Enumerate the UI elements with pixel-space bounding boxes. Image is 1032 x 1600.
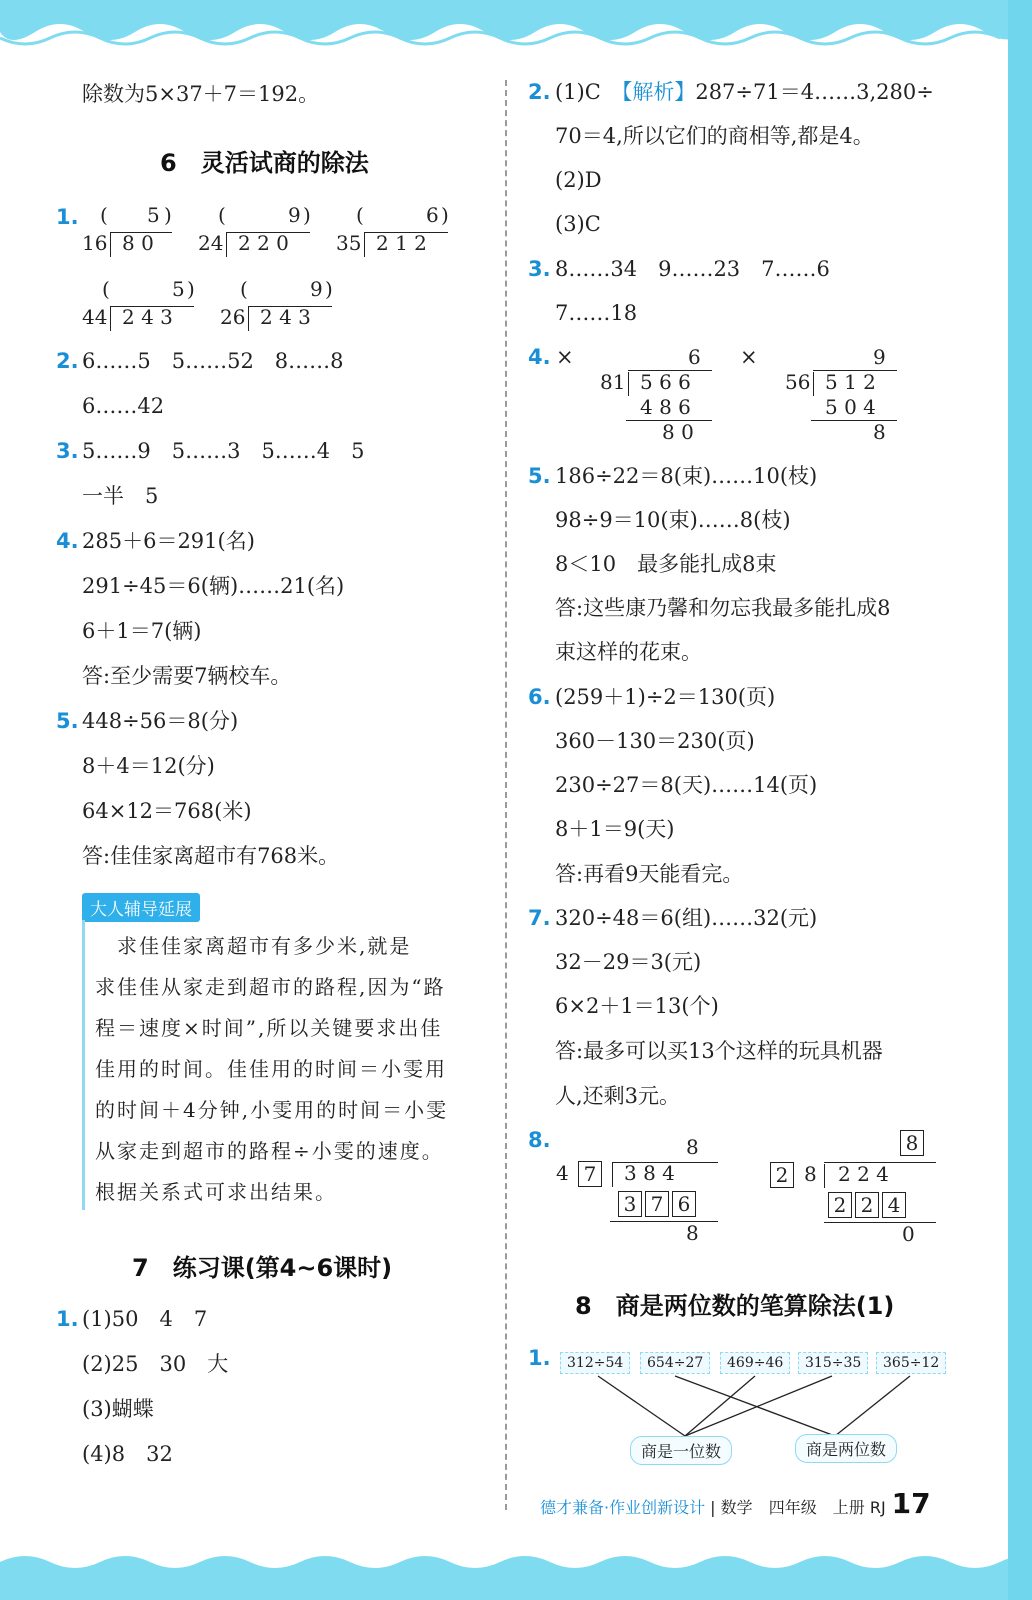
tip-line: 的时间＋4分钟,小雯用的时间＝小雯	[95, 1098, 449, 1122]
answer-line: 8＋4＝12(分)	[82, 754, 215, 778]
right-side-bar	[1008, 0, 1032, 1600]
tip-line: 程＝速度×时间”,所以关键要求出佳	[95, 1016, 443, 1040]
answer-category-one-digit: 商是一位数	[630, 1436, 732, 1465]
grade: 四年级	[768, 1498, 817, 1517]
answer-line: 答:至少需要7辆校车。	[82, 664, 292, 688]
edition: RJ	[869, 1498, 886, 1517]
answer-line: (1)50 4 7	[82, 1307, 208, 1331]
section-8-title	[575, 1286, 894, 1321]
question-number: 8.	[528, 1128, 551, 1152]
wrong-mark: ×	[740, 345, 758, 369]
question-number: 5.	[56, 709, 79, 733]
answer-line: (1)C 【解析】287÷71＝4……3,280÷	[555, 80, 934, 104]
answer-line: 32－29＝3(元)	[555, 950, 702, 974]
answer-line: 8＋1＝9(天)	[555, 817, 675, 841]
tip-line: 求佳佳家离超市有多少米,就是	[95, 934, 412, 958]
answer-line: 70＝4,所以它们的商相等,都是4。	[555, 124, 874, 148]
answer-line: 291÷45＝6(辆)……21(名)	[82, 574, 345, 598]
page-number: 17	[891, 1487, 931, 1520]
answer-line: 230÷27＝8(天)……14(页)	[555, 773, 818, 797]
answer-line: 8＜10 最多能扎成8束	[555, 552, 777, 576]
answer-line: 64×12＝768(米)	[82, 799, 252, 823]
question-number: 5.	[528, 464, 551, 488]
section-number: 8	[575, 1292, 592, 1320]
question-number: 6.	[528, 685, 551, 709]
wrong-mark: ×	[556, 345, 574, 369]
answer-line: 448÷56＝8(分)	[82, 709, 239, 733]
expression-card: 469÷46	[720, 1352, 790, 1374]
answer-line: 285＋6＝291(名)	[82, 529, 255, 553]
book-title: 德才兼备·作业创新设计	[540, 1498, 706, 1517]
answer-line: 答:最多可以买13个这样的玩具机器	[555, 1039, 883, 1063]
section-7-title	[132, 1248, 392, 1283]
top-wave-border	[0, 0, 1032, 60]
tip-line: 根据关系式可求出结果。	[95, 1180, 337, 1204]
answer-line: 8……34 9……23 7……6	[555, 257, 830, 281]
answer-line: 7……18	[555, 301, 638, 325]
question-number: 4.	[528, 345, 551, 369]
answer-line: 5……9 5……3 5……4 5	[82, 439, 365, 463]
answer-line: 320÷48＝6(组)……32(元)	[555, 906, 818, 930]
question-number: 2.	[528, 80, 551, 104]
answer-line: 186÷22＝8(束)……10(枝)	[555, 464, 818, 488]
section-title-text: 练习课(第4~6课时)	[172, 1254, 393, 1282]
question-number: 7.	[528, 906, 551, 930]
answer-line: 6……5 5……52 8……8	[82, 349, 344, 373]
answer-line: (259＋1)÷2＝130(页)	[555, 685, 776, 709]
answer-line: (2)25 30 大	[82, 1352, 229, 1376]
question-number: 1.	[56, 1307, 79, 1331]
answer-line: (2)D	[555, 168, 602, 192]
expression-card: 365÷12	[876, 1352, 946, 1374]
section-title-text: 灵活试商的除法	[200, 149, 369, 177]
bottom-wave-border	[0, 1540, 1032, 1600]
question-number: 3.	[56, 439, 79, 463]
question-number: 1.	[56, 205, 79, 229]
question-number: 1.	[528, 1346, 551, 1370]
page-footer: 德才兼备·作业创新设计 | 数学 四年级 上册 RJ 17	[540, 1487, 931, 1520]
section-title-text: 商是两位数的笔算除法(1)	[615, 1292, 895, 1320]
tip-line: 佳用的时间。佳佳用的时间＝小雯用	[95, 1057, 447, 1081]
question-number: 2.	[56, 349, 79, 373]
answer-line: (3)蝴蝶	[82, 1397, 154, 1421]
question-number: 4.	[56, 529, 79, 553]
answer-line: 360－130＝230(页)	[555, 729, 755, 753]
tip-line: 求佳佳从家走到超市的路程,因为“路	[95, 975, 446, 999]
subject: 数学	[720, 1498, 753, 1517]
volume: 上册	[832, 1498, 865, 1517]
column-divider	[505, 80, 507, 1510]
answer-line: 一半 5	[82, 484, 159, 508]
section-number: 6	[160, 149, 177, 177]
tip-line: 从家走到超市的路程÷小雯的速度。	[95, 1139, 444, 1163]
answer-line: 答:这些康乃馨和勿忘我最多能扎成8	[555, 596, 891, 620]
expression-card: 315÷35	[798, 1352, 868, 1374]
answer-line: 6×2＋1＝13(个)	[555, 994, 719, 1018]
answer-line: (3)C	[555, 212, 601, 236]
answer-line: 6＋1＝7(辆)	[82, 619, 202, 643]
analysis-tag: 【解析】	[621, 80, 696, 104]
tip-title: 大人辅导延展	[82, 893, 200, 922]
answer-line: 6……42	[82, 394, 165, 418]
section-6-title	[160, 143, 369, 178]
expression-card: 312÷54	[560, 1352, 630, 1374]
answer-line: 束这样的花束。	[555, 640, 702, 664]
matching-lines	[540, 1374, 960, 1444]
section-number: 7	[132, 1254, 149, 1282]
intro-line: 除数为5×37＋7＝192。	[82, 82, 320, 106]
tip-box	[82, 920, 85, 1210]
answer-line: 人,还剩3元。	[555, 1084, 681, 1108]
answer-line: 98÷9＝10(束)……8(枝)	[555, 508, 791, 532]
answer-line: 答:佳佳家离超市有768米。	[82, 844, 340, 868]
expression-card: 654÷27	[640, 1352, 710, 1374]
answer-category-two-digit: 商是两位数	[795, 1434, 897, 1463]
answer-line: 答:再看9天能看完。	[555, 862, 744, 886]
answer-line: (4)8 32	[82, 1442, 173, 1466]
question-number: 3.	[528, 257, 551, 281]
